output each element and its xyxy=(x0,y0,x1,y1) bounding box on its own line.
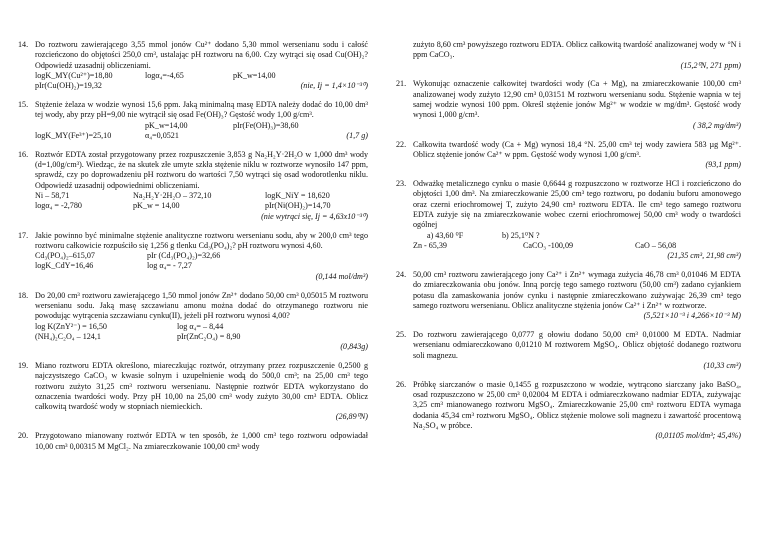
problem-22 xyxy=(396,140,741,171)
problem-number: 14. xyxy=(18,40,29,49)
data-value: Na₂H₂Y·2H₂O – 372,10 xyxy=(133,191,212,201)
problem-text: Wykonując oznaczenie całkowitej twardości wody (Ca + Mg), na zmiareczkowanie 100,00 cm³ analizowanej wody zużyto 12,90 cm³ 0,03151 M roztworu wersenianu sodu. Stężenie wapnia w tej samej wodzie wynosi 100 ppm. Określ stężenie jonów Mg²⁺ w wodzie w mg/dm³. Gęstość wody wynosi 1,000 g/cm³. xyxy=(413,79,741,120)
problem-number: 19. xyxy=(18,360,29,370)
option-a: a) 43,60 ⁰F xyxy=(427,230,464,240)
answer: (21,35 cm³, 21,98 cm³) xyxy=(667,251,741,261)
problem-14 xyxy=(18,40,368,91)
answer: (15,2⁰N, 271 ppm) xyxy=(680,60,741,70)
problem-text: zużyto 8,60 cm³ powyższego roztworu EDTA. Oblicz całkowitą twardość analizowanej wody w °N i ppm CaCO₃. xyxy=(413,40,741,60)
data-value: (NH₄)₂C₂O₄ – 124,1 xyxy=(35,331,101,341)
problem-number: 26. xyxy=(396,379,407,389)
answer: (nie wytrąci się, Ij = 4,63x10⁻³⁰) xyxy=(261,211,368,221)
data-value: Zn - 65,39 xyxy=(413,240,447,250)
problem-number: 22. xyxy=(396,139,407,149)
data-value: log α₄= – 8,44 xyxy=(177,321,224,331)
answer: (nie, Ij = 1,4×10⁻³⁰) xyxy=(300,81,368,91)
answer: (10,33 cm³) xyxy=(703,360,741,370)
problem-20-continued xyxy=(396,40,741,71)
problem-number: 15. xyxy=(18,100,29,110)
data-value: CaO – 56,08 xyxy=(635,240,677,250)
problem-data xyxy=(35,121,368,142)
answer: (1,7 g) xyxy=(346,130,368,140)
data-value: log K(ZnY²⁻) = 16,50 xyxy=(35,321,107,331)
answer: (0,843g) xyxy=(340,342,368,352)
problem-text: Całkowita twardość wody (Ca + Mg) wynosi 18,4 °N. 25,00 cm³ tej wody zawiera 583 µg Mg²⁺. Oblicz stężenie jonów Ca²⁺ w ppm. Gęstość wody wynosi 1,00 g/cm³. xyxy=(413,139,741,159)
data-value: pIr(ZnC₂O₄) = 8,90 xyxy=(177,331,241,341)
problem-options xyxy=(413,231,577,241)
problem-text: Miano roztworu EDTA określono, miareczkując roztwór, otrzymany przez rozpuszczenie 0,2500 g najczystszego CaCO₃ w kwasie solnym i uzupełnienie wodą do 500,0 cm³; na 25,00 cm³ tego roztworu zużyto 31,25 cm³ roztworu wersenianu. Następnie roztwór EDTA wykorzystano do oznaczenia twardości wody. Przy pH 10,00 na 25,00 cm³ wody zużyto 30,00 cm³ EDTA. Oblicz całkowitą twardość wody w stopniach niemieckich. xyxy=(35,360,368,412)
problem-text: Do roztworu zawierającego 3,55 mmol jonów Cu²⁺ dodano 5,30 mmol wersenianu sodu i całość rozcieńczono do objętości 250,0 cm³, ustalając pH roztworu na 6,00. Czy wytrąci się osad Cu(OH)₂? Odpowiedź uzasadnij obliczeniami. xyxy=(35,40,368,70)
data-value: pIr (Cd₃(PO₄)₂)=32,66 xyxy=(147,251,221,261)
problem-26 xyxy=(396,380,741,442)
problem-data xyxy=(35,71,368,81)
problem-15 xyxy=(18,100,368,141)
problem-16 xyxy=(18,150,368,222)
problem-data xyxy=(35,322,368,343)
problem-text: Do roztworu zawierającego 0,0777 g ołowiu dodano 50,00 cm³ 0,01000 M EDTA. Nadmiar wersenianu odmiareczkowano 0,01210 M roztworem MgSO₄. Oblicz objętość dodanego roztworu soli magnezu. xyxy=(413,330,741,360)
problem-text: 50,00 cm³ roztworu zawierającego jony Ca²⁺ i Zn²⁺ wymaga zużycia 46,78 cm³ 0,01046 M EDTA do zmiareczkowania obu jonów. Inną porcję tego samego roztworu (50,00 cm³) zadano cyjankiem potasu dla zamaskowania jonów cynku i następnie zmiareczkowano zużywając 26,39 cm³ tego samego roztworu wersenianu. Oblicz analityczne stężenia jonów Ca²⁺ i Zn²⁺ w roztworze. xyxy=(413,270,741,310)
problem-20 xyxy=(18,431,368,452)
data-value: pIr(Cu(OH)₂)=19,32 xyxy=(35,81,102,91)
data-value: logK_MY(Fe³⁺)=25,10 xyxy=(35,130,112,140)
answer: (5,521×10⁻³ i 4,266×10⁻³ M) xyxy=(643,311,741,321)
problem-number: 17. xyxy=(18,230,29,240)
answer: (0,144 mol/dm³) xyxy=(315,271,368,281)
data-value: pK_w = 14,00 xyxy=(133,201,180,211)
data-value: Cd₃(PO₄)₂–615,07 xyxy=(35,251,95,261)
left-column xyxy=(18,40,368,461)
data-value: pK_w=14,00 xyxy=(145,120,188,130)
problem-text: Odważkę metalicznego cynku o masie 0,6644 g rozpuszczono w roztworze HCl i rozcieńczono do objętości 1,00 dm³. Na zmiareczkowanie 25,00 cm³ tego roztworu, po dodaniu buforu amonowego oraz czerni eriochromowej T, zużyto 24,90 cm³ roztworu EDTA. Ile cm³ tego samego roztworu EDTA zużyje się na zmiareczkowanie wobec czerni eriochromowej 50,00 cm³ wody o twardości ogólnej xyxy=(413,179,741,230)
problem-number: 23. xyxy=(396,179,407,189)
problem-text: Przygotowano mianowany roztwór EDTA w ten sposób, że 1,000 cm³ tego roztworu odpowiadał 10,00 cm³ 0,00315 M MgCl₂. Na zmiareczkowanie 100,00 cm³ wody xyxy=(35,431,368,451)
problem-number: 24. xyxy=(396,270,407,280)
data-value xyxy=(35,121,145,131)
problem-data xyxy=(413,241,741,251)
data-value: pIr(Fe(OH)₃)=38,60 xyxy=(233,120,299,130)
data-value: logK_CdY=16,46 xyxy=(35,261,94,271)
right-column xyxy=(396,40,741,450)
problem-19 xyxy=(18,361,368,423)
option-b: b) 25,1⁰N ? xyxy=(502,230,540,240)
problem-number: 25. xyxy=(396,330,407,340)
data-value: log α₄= - 7,27 xyxy=(147,261,192,271)
problem-number: 16. xyxy=(18,149,29,159)
problem-text: Jakie powinno być minimalne stężenie analityczne roztworu wersenianu sodu, aby w 200,0 cm³ tego roztworu całkowicie rozpuściło się 1,256 g tlenku Cd₃(PO₄)₂? pH roztworu wynosi 4,60. xyxy=(35,230,368,250)
answer: (93,1 ppm) xyxy=(705,160,741,170)
problem-data xyxy=(35,191,368,212)
data-value: pIr(Ni(OH)₂)=14,70 xyxy=(265,201,331,211)
answer: ( 38,2 mg/dm³) xyxy=(692,120,741,130)
data-value: CaCO₃ -100,09 xyxy=(523,240,574,250)
answer: (0,01105 mol/dm³; 45,4%) xyxy=(655,431,741,441)
data-value: logK_MY(Cu²⁺)=18,80 xyxy=(35,70,113,80)
problem-17 xyxy=(18,231,368,282)
data-value: logK_NiY = 18,620 xyxy=(265,191,330,201)
problem-25 xyxy=(396,330,741,371)
answer: (26,89⁰N) xyxy=(335,412,368,422)
data-value: pK_w=14,00 xyxy=(233,70,276,80)
data-value: α₄=0,0521 xyxy=(145,130,179,140)
problem-text: Do 20,00 cm³ roztworu zawierającego 1,50 mmol jonów Zn²⁺ dodano 50,00 cm³ 0,05015 M roztworu wersenianu sodu. Jaką masę szczawianu amonu można dodać do otrzymanego roztworu nie powodując wytrącenia szczawianu cynku(II), jeżeli pH roztworu wynosi 4,00? xyxy=(35,290,368,321)
problem-21 xyxy=(396,79,741,130)
problem-number: 21. xyxy=(396,79,407,89)
problem-24 xyxy=(396,270,741,321)
data-value: logα₄=-4,65 xyxy=(145,70,184,80)
data-value: logα₄ = -2,780 xyxy=(35,201,82,211)
problem-23 xyxy=(396,179,741,261)
problem-text: Stężenie żelaza w wodzie wynosi 15,6 ppm. Jaką minimalną masę EDTA należy dodać do 10,00 dm³ tej wody, aby przy pH=9,00 nie wytrącił się osad Fe(OH)₃? Gęstość wody 1,00 g/cm³. xyxy=(35,100,368,120)
problem-number: 18. xyxy=(18,290,29,300)
problem-18 xyxy=(18,291,368,353)
problem-text: Roztwór EDTA został przygotowany przez rozpuszczenie 3,853 g Na₂H₂Y·2H₂O w 1,000 dm³ wody (d=1,00g/cm³). Wiedząc, że na skutek złe umyte szkła stężenie niklu w roztworze wynosiło 147 ppm, sprawdź, czy po doprowadzeniu pH roztworu do wartości 7,50 wytrąci się osad wodorotlenku niklu. Odpowiedź uzasadnij odpowiednimi obliczeniami. xyxy=(35,149,368,190)
problem-text: Próbkę siarczanów o masie 0,1455 g rozpuszczono w wodzie, wytrącono siarczany jako BaSO₄, osad rozpuszczono w 25,00 cm³ 0,02004 M EDTA i odmiareczkowano nadmiar EDTA, zużywając 3,25 cm³ mianowanego roztworu MgSO₄. Zmiareczkowanie 25,00 cm³ roztworu EDTA wymaga dodania 45,34 cm³ roztworu MgSO₄. Oblicz stężenie molowe soli magnezu i zawartość procentową Na₂SO₄ w próbce. xyxy=(413,379,741,431)
problem-data xyxy=(35,251,368,272)
data-value: Ni – 58,71 xyxy=(35,191,70,201)
problem-number: 20. xyxy=(18,431,29,441)
